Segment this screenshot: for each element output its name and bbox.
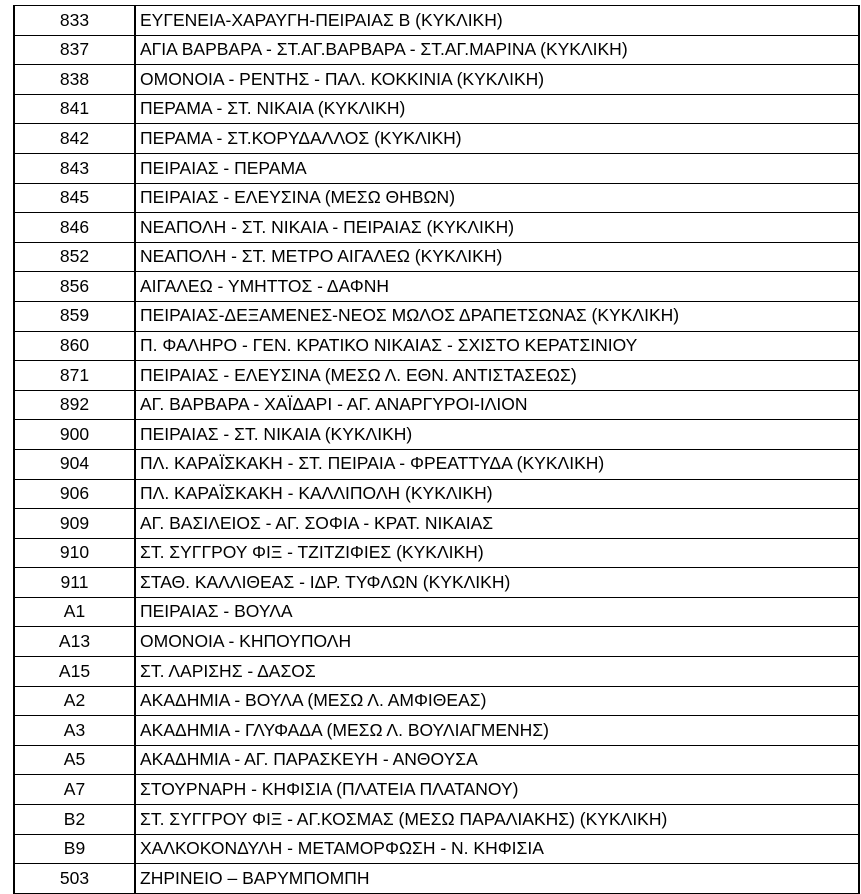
route-name: ΑΚΑΔΗΜΙΑ - ΓΛΥΦΑΔΑ (ΜΕΣΩ Λ. ΒΟΥΛΙΑΓΜΕΝΗΣ) [135,716,859,746]
route-code: 838 [14,65,135,95]
route-name: ΠΕΙΡΑΙΑΣ - ΠΕΡΑΜΑ [135,153,859,183]
route-name: ΝΕΑΠΟΛΗ - ΣΤ. ΝΙΚΑΙΑ - ΠΕΙΡΑΙΑΣ (ΚΥΚΛΙΚΗ) [135,213,859,243]
route-code: Α1 [14,597,135,627]
route-name: ΣΤΑΘ. ΚΑΛΛΙΘΕΑΣ - ΙΔΡ. ΤΥΦΛΩΝ (ΚΥΚΛΙΚΗ) [135,568,859,598]
route-name: ΣΤ. ΣΥΓΓΡΟΥ ΦΙΞ - ΤΖΙΤΖΙΦΙΕΣ (ΚΥΚΛΙΚΗ) [135,538,859,568]
route-code: 904 [14,449,135,479]
route-name: ΠΕΙΡΑΙΑΣ - ΒΟΥΛΑ [135,597,859,627]
route-name: ΧΑΛΚΟΚΟΝΔΥΛΗ - ΜΕΤΑΜΟΡΦΩΣΗ - Ν. ΚΗΦΙΣΙΑ [135,834,859,864]
table-row [14,716,859,746]
route-name: ΠΕΙΡΑΙΑΣ - ΕΛΕΥΣΙΝΑ (ΜΕΣΩ ΘΗΒΩΝ) [135,183,859,213]
route-name: ΑΓ. ΒΑΣΙΛΕΙΟΣ - ΑΓ. ΣΟΦΙΑ - ΚΡΑΤ. ΝΙΚΑΙΑΣ [135,509,859,539]
route-code: 911 [14,568,135,598]
table-row [14,686,859,716]
route-name: ΠΛ. ΚΑΡΑΪΣΚΑΚΗ - ΣΤ. ΠΕΙΡΑΙΑ - ΦΡΕΑΤΤΥΔΑ (ΚΥΚΛΙΚΗ) [135,449,859,479]
route-name: ΝΕΑΠΟΛΗ - ΣΤ. ΜΕΤΡΟ ΑΙΓΑΛΕΩ (ΚΥΚΛΙΚΗ) [135,242,859,272]
table-row [14,183,859,213]
route-name: ΑΚΑΔΗΜΙΑ - ΒΟΥΛΑ (ΜΕΣΩ Λ. ΑΜΦΙΘΕΑΣ) [135,686,859,716]
table-row [14,805,859,835]
route-code: 900 [14,420,135,450]
route-code: 906 [14,479,135,509]
route-name: ΠΕΙΡΑΙΑΣ - ΕΛΕΥΣΙΝΑ (ΜΕΣΩ Λ. ΕΘΝ. ΑΝΤΙΣΤΑΣΕΩΣ) [135,361,859,391]
table-row [14,153,859,183]
table-row [14,449,859,479]
table-row [14,597,859,627]
route-code: 859 [14,301,135,331]
table-row [14,745,859,775]
table-row [14,420,859,450]
route-code: Α13 [14,627,135,657]
route-name: ΠΕΙΡΑΙΑΣ-ΔΕΞΑΜΕΝΕΣ-ΝΕΟΣ ΜΩΛΟΣ ΔΡΑΠΕΤΣΩΝΑΣ (ΚΥΚΛΙΚΗ) [135,301,859,331]
route-code: Β2 [14,805,135,835]
table-row [14,361,859,391]
route-name: ΕΥΓΕΝΕΙΑ-ΧΑΡΑΥΓΗ-ΠΕΙΡΑΙΑΣ Β (ΚΥΚΛΙΚΗ) [135,6,859,36]
route-name: ΑΙΓΑΛΕΩ - ΥΜΗΤΤΟΣ - ΔΑΦΝΗ [135,272,859,302]
route-code: 843 [14,153,135,183]
table-row [14,65,859,95]
table-row [14,331,859,361]
route-code: 842 [14,124,135,154]
table-row [14,627,859,657]
routes-table [13,5,860,894]
route-name: ΑΓΙΑ ΒΑΡΒΑΡΑ - ΣΤ.ΑΓ.ΒΑΡΒΑΡΑ - ΣΤ.ΑΓ.ΜΑΡΙΝΑ (ΚΥΚΛΙΚΗ) [135,35,859,65]
route-name: ΟΜΟΝΟΙΑ - ΚΗΠΟΥΠΟΛΗ [135,627,859,657]
table-row [14,301,859,331]
route-code: 503 [14,864,135,894]
route-code: 852 [14,242,135,272]
route-code: 841 [14,94,135,124]
table-row [14,35,859,65]
route-code: 892 [14,390,135,420]
table-row [14,864,859,894]
table-row [14,390,859,420]
route-code: 845 [14,183,135,213]
table-row [14,272,859,302]
route-name: ΑΓ. ΒΑΡΒΑΡΑ - ΧΑΪΔΑΡΙ - ΑΓ. ΑΝΑΡΓΥΡΟΙ-ΙΛΙΟΝ [135,390,859,420]
route-code: 860 [14,331,135,361]
route-name: ΠΛ. ΚΑΡΑΪΣΚΑΚΗ - ΚΑΛΛΙΠΟΛΗ (ΚΥΚΛΙΚΗ) [135,479,859,509]
table-row [14,775,859,805]
table-row [14,213,859,243]
table-row [14,242,859,272]
route-code: Β9 [14,834,135,864]
route-code: Α5 [14,745,135,775]
route-name: ΠΕΙΡΑΙΑΣ - ΣΤ. ΝΙΚΑΙΑ (ΚΥΚΛΙΚΗ) [135,420,859,450]
route-code: 910 [14,538,135,568]
route-name: ΟΜΟΝΟΙΑ - ΡΕΝΤΗΣ - ΠΑΛ. ΚΟΚΚΙΝΙΑ (ΚΥΚΛΙΚΗ) [135,65,859,95]
routes-table-body [14,6,859,894]
route-name: ΠΕΡΑΜΑ - ΣΤ.ΚΟΡΥΔΑΛΛΟΣ (ΚΥΚΛΙΚΗ) [135,124,859,154]
route-name: ΣΤΟΥΡΝΑΡΗ - ΚΗΦΙΣΙΑ (ΠΛΑΤΕΙΑ ΠΛΑΤΑΝΟΥ) [135,775,859,805]
table-row [14,6,859,36]
route-name: ΖΗΡΙΝΕΙΟ – ΒΑΡΥΜΠΟΜΠΗ [135,864,859,894]
table-row [14,509,859,539]
table-row [14,834,859,864]
route-code: 833 [14,6,135,36]
route-code: Α15 [14,657,135,687]
route-code: 846 [14,213,135,243]
route-code: Α3 [14,716,135,746]
route-name: Π. ΦΑΛΗΡΟ - ΓΕΝ. ΚΡΑΤΙΚΟ ΝΙΚΑΙΑΣ - ΣΧΙΣΤΟ ΚΕΡΑΤΣΙΝΙΟΥ [135,331,859,361]
route-code: 856 [14,272,135,302]
route-name: ΣΤ. ΛΑΡΙΣΗΣ - ΔΑΣΟΣ [135,657,859,687]
table-row [14,657,859,687]
table-row [14,538,859,568]
table-row [14,568,859,598]
route-sheet [13,5,858,894]
table-row [14,124,859,154]
route-code: 871 [14,361,135,391]
table-row [14,94,859,124]
route-code: Α2 [14,686,135,716]
route-name: ΠΕΡΑΜΑ - ΣΤ. ΝΙΚΑΙΑ (ΚΥΚΛΙΚΗ) [135,94,859,124]
route-code: 837 [14,35,135,65]
route-name: ΣΤ. ΣΥΓΓΡΟΥ ΦΙΞ - ΑΓ.ΚΟΣΜΑΣ (ΜΕΣΩ ΠΑΡΑΛΙΑΚΗΣ) (ΚΥΚΛΙΚΗ) [135,805,859,835]
route-code: 909 [14,509,135,539]
route-name: ΑΚΑΔΗΜΙΑ - ΑΓ. ΠΑΡΑΣΚΕΥΗ - ΑΝΘΟΥΣΑ [135,745,859,775]
table-row [14,479,859,509]
route-code: Α7 [14,775,135,805]
